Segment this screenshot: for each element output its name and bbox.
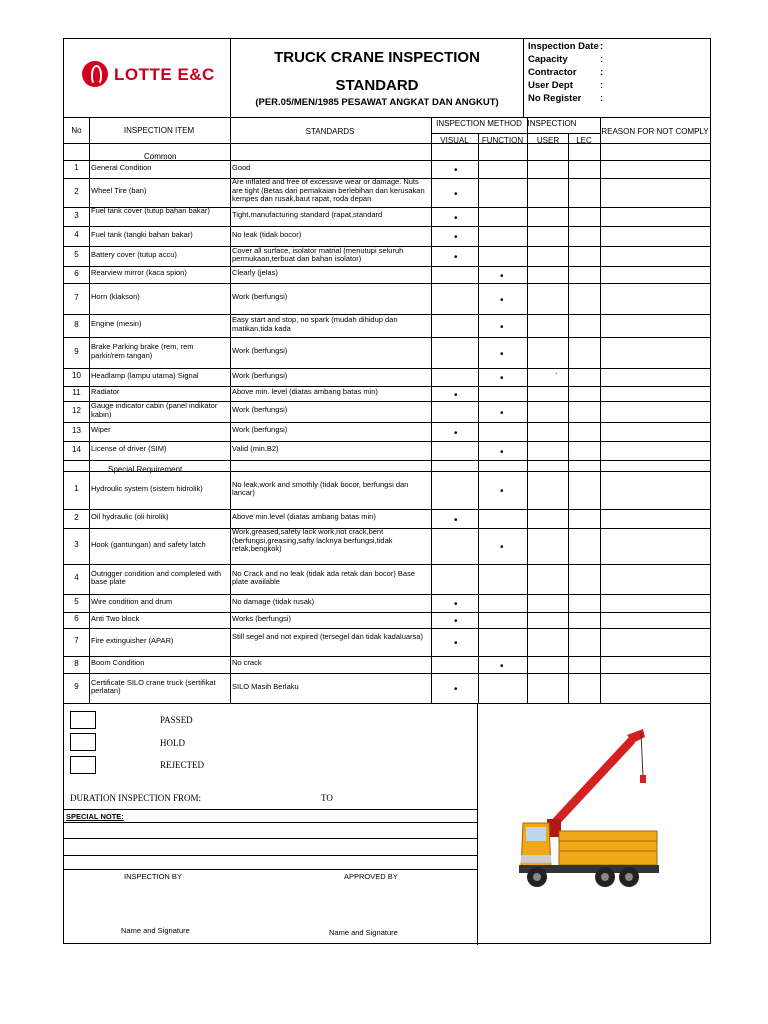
info-no-register: No Register : [528, 93, 604, 104]
standard-text: Works (berfungsi) [232, 614, 292, 623]
row-number: 4 [74, 574, 79, 582]
standard-text: Good [232, 163, 251, 172]
standard-text: No crack [232, 659, 262, 668]
grid-line [64, 337, 710, 338]
grid-line [64, 368, 710, 369]
inspection-item: Fire extinguisher (APAR) [91, 636, 174, 645]
standard-text: No damage (tidak rusak) [232, 597, 315, 606]
grid-line [64, 314, 710, 315]
row-number: 13 [72, 426, 81, 435]
inspection-item: Hook (gantungan) and safety latch [91, 540, 206, 549]
form-header [64, 39, 710, 118]
inspection-item: License of driver (SIM) [91, 445, 167, 454]
grid-line [478, 133, 479, 703]
visual-mark: • [454, 638, 458, 649]
col-function: FUNCTION [481, 136, 524, 145]
inspection-item: Certificate SILO crane truck (sertifikat perlatan) [91, 678, 216, 695]
visual-mark: • [454, 616, 458, 627]
rejected-checkbox[interactable] [70, 756, 96, 774]
form-title-line1: TRUCK CRANE INSPECTION [274, 49, 480, 66]
passed-checkbox[interactable] [70, 711, 96, 729]
visual-mark: • [454, 514, 458, 526]
inspection-item: Wiper [91, 426, 111, 435]
row-number: 1 [74, 485, 79, 493]
inspection-item: Oil hydraulic (oli hirolik) [91, 513, 169, 522]
standard-text: Valid (min.B2) [232, 445, 279, 454]
inspection-item: Anti Two block [91, 614, 140, 623]
row-number: 2 [74, 187, 79, 196]
section-special: Special Requirement [108, 465, 183, 474]
visual-mark: • [454, 165, 458, 176]
row-number: 5 [74, 251, 79, 259]
visual-mark: • [454, 188, 458, 200]
info-capacity: Capacity : [528, 54, 604, 65]
grid-line [64, 673, 710, 674]
logo-text: LOTTE E&C [114, 65, 215, 84]
col-inspection-method: INSPECTION METHOD [436, 119, 522, 128]
row-number: 14 [72, 445, 81, 454]
standard-text: Tight,manufacturing standard (rapat,standard [232, 211, 383, 220]
hold-checkbox[interactable] [70, 733, 96, 751]
grid-line [600, 117, 601, 703]
rejected-label: REJECTED [160, 760, 204, 770]
standard-text: Easy start and stop, no spark (mudah dihidup dan matikan,tida kada [232, 316, 398, 333]
grid-line [64, 594, 710, 595]
col-no: No [71, 126, 82, 135]
inspection-item: Wheel Tire (ban) [91, 187, 147, 196]
inspection-item: Hydroulic system (sistem hidrolik) [91, 484, 203, 493]
inspection-form [63, 38, 711, 944]
grid-line [64, 460, 710, 461]
function-mark: • [500, 660, 504, 672]
special-note-label: SPECIAL NOTE: [66, 812, 124, 821]
note-line [64, 855, 477, 856]
header-bottom-line [64, 143, 710, 144]
standard-text: Clearly (jelas) [232, 269, 278, 278]
function-mark: • [500, 270, 504, 282]
grid-line [64, 160, 710, 161]
grid-line [230, 117, 231, 703]
standard-text: Above min.level (diatas ambang batas min) [232, 513, 376, 522]
method-header-divider [431, 133, 600, 134]
col-reason: REASON FOR NOT COMPLY [601, 127, 709, 136]
standard-text: Work (berfungsi) [232, 426, 288, 435]
info-cell [524, 39, 710, 117]
row-number: 3 [74, 541, 79, 549]
row-number: 11 [72, 388, 81, 397]
visual-mark: • [454, 427, 458, 439]
visual-mark: • [454, 599, 458, 610]
grid-line [89, 117, 90, 703]
passed-label: PASSED [160, 715, 193, 725]
col-inspection: INSPECTION [527, 119, 577, 128]
standard-text: Work (berfungsi) [232, 406, 288, 415]
info-contractor: Contractor : [528, 67, 604, 78]
grid-line [64, 266, 710, 267]
standard-text: Work (berfungsi) [232, 347, 288, 356]
col-inspection-item: INSPECTION ITEM [123, 126, 195, 135]
function-mark: • [500, 542, 504, 553]
footer-divider [477, 703, 478, 945]
standard-text: No leak,work and smothly (tidak bocor, berfungsi dan lancar) [232, 480, 409, 497]
standard-text: Are inflated and free of excessive wear or damage. Nuts are tight (Betas dari pemakaian berlebihan dan kerusakan kempes dan rusak,baut rapat, roda depan [232, 178, 425, 203]
function-mark: • [500, 407, 504, 419]
inspection-item: Gauge indicator cabin (panel indikator kabin) [91, 402, 218, 419]
duration-to-label: TO [321, 793, 333, 803]
row-number: 5 [74, 598, 79, 606]
grid-line [64, 441, 710, 442]
truck-crane-icon [519, 719, 669, 899]
standard-text: Work (berfungsi) [232, 371, 288, 380]
visual-mark: • [454, 389, 458, 401]
approved-by-label: APPROVED BY [344, 872, 398, 881]
inspection-item: Brake Parking brake (rem, rem parkir/rem tangan) [91, 343, 194, 360]
grid-line [64, 612, 710, 613]
row-number: 9 [74, 347, 79, 356]
visual-mark: • [454, 232, 458, 243]
inspection-item: Wire condition and drum [91, 597, 173, 606]
grid-line [64, 471, 710, 472]
inspection-item: Engine (mesin) [91, 320, 142, 329]
standard-text: Above min. level (diatas ambang batas min) [232, 388, 378, 397]
row-number: 4 [74, 231, 79, 239]
row-number: 1 [74, 164, 79, 172]
row-number: 2 [74, 513, 79, 522]
form-title-line2: STANDARD [335, 77, 419, 94]
visual-mark: • [454, 252, 458, 263]
row-number: 10 [72, 372, 81, 380]
duration-from-label: DURATION INSPECTION FROM: [70, 793, 202, 803]
grid-line [431, 117, 432, 703]
standard-text: Cover all surface, isolator matrial (menutupi seluruh permukaan,terbuat dari bahan isolator) [232, 246, 404, 263]
standard-text: No leak (tidak bocor) [232, 230, 302, 239]
note-line [64, 822, 477, 823]
inspection-item: Radiator [91, 388, 120, 397]
function-mark: • [500, 446, 504, 458]
row-number: 7 [74, 637, 79, 645]
standard-text: SILO Masih Berlaku [232, 682, 299, 691]
function-mark: • [500, 294, 504, 306]
grid-line [64, 656, 710, 657]
row-number: 8 [74, 659, 79, 668]
function-mark: • [500, 486, 504, 497]
standard-text: Work (berfungsi) [232, 293, 288, 302]
footer-top-line [64, 703, 710, 704]
visual-mark: • [454, 684, 458, 695]
col-user: USER [536, 136, 560, 145]
row-number: 7 [74, 293, 79, 302]
inspection-item: Headlamp (lampu utama) Signal [91, 371, 199, 380]
standard-text: Still segel and not expired (tersegel dan tidak kadaluarsa) [232, 632, 423, 641]
info-inspection-date: Inspection Date: [528, 41, 604, 52]
grid-line [64, 509, 710, 510]
function-mark: • [500, 348, 504, 360]
row-number: 6 [74, 615, 79, 623]
inspector-signature-label: Name and Signature [121, 926, 190, 935]
note-line [64, 869, 477, 870]
row-number: 8 [74, 320, 79, 329]
approver-signature-label: Name and Signature [329, 928, 398, 937]
info-user-dept: User Dept : [528, 80, 604, 91]
grid-line [527, 117, 528, 703]
inspection-item: Battery cover (tutup accu) [91, 250, 177, 259]
grid-line [64, 564, 710, 565]
row-number: 6 [74, 269, 79, 278]
logo-cell [64, 39, 231, 117]
grid-line [64, 283, 710, 284]
row-number: 9 [74, 683, 79, 691]
col-lec: LEC [576, 136, 592, 145]
inspection-item: Fuel tank cover (tutup bahan bakar) [91, 207, 210, 215]
inspection-item: Outrigger condition and completed with base plate [91, 569, 222, 586]
inspection-item: Rearview mirror (kaca spion) [91, 269, 187, 278]
inspection-item: Boom Condition [91, 659, 145, 668]
inspection-by-label: INSPECTION BY [124, 872, 182, 881]
section-common: Common [144, 152, 177, 161]
inspection-item: Horn (klakson) [91, 293, 140, 302]
grid-line [568, 133, 569, 703]
grid-line [64, 226, 710, 227]
stray-mark: ` [555, 372, 558, 381]
row-number: 3 [74, 211, 79, 220]
grid-line [64, 628, 710, 629]
hold-label: HOLD [160, 738, 185, 748]
note-line [64, 809, 477, 810]
standard-text: No Crack and no leak (tidak ada retak dan bocor) Base plate available [232, 569, 416, 586]
inspection-item: General Condition [91, 163, 152, 172]
standard-text: Work,greased,safety lack work,not crack,bent (berfungsi,greasing,safty lacknya berfungsi,tidak retak,bengkok) [232, 528, 393, 553]
row-number: 12 [72, 406, 81, 415]
function-mark: • [500, 321, 504, 333]
inspection-item: Fuel tank (tangki bahan bakar) [91, 230, 193, 239]
grid-line [64, 386, 710, 387]
lotte-logo-icon [82, 61, 108, 87]
function-mark: • [500, 373, 504, 384]
title-cell [231, 39, 524, 117]
grid-line [64, 422, 710, 423]
visual-mark: • [454, 212, 458, 224]
col-visual: VISUAL [440, 136, 469, 145]
form-subtitle: (PER.05/MEN/1985 PESAWAT ANGKAT DAN ANGKUT) [255, 97, 499, 108]
note-line [64, 838, 477, 839]
col-standards: STANDARDS [305, 127, 355, 136]
